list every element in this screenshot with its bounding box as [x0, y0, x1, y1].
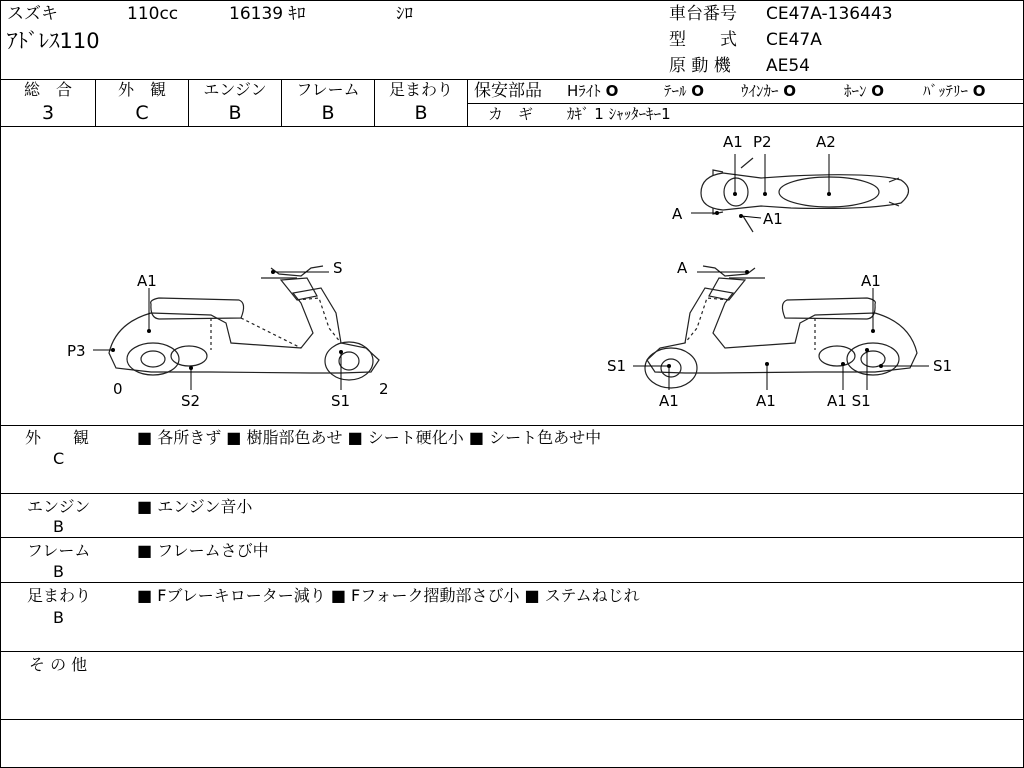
color: ｼﾛ [396, 4, 413, 24]
safety-label: 保安部品 [474, 81, 542, 101]
section-title: 足まわり [27, 586, 92, 605]
overall-label: 総 合 [23, 80, 72, 99]
overall-grade: 3 [41, 102, 55, 124]
label-top-a2: A2 [816, 133, 836, 151]
section-grade: B [53, 562, 64, 581]
section-title: エンジン [27, 497, 91, 516]
engine-value: AE54 [766, 56, 811, 76]
mileage: 16139 ｷﾛ [229, 4, 306, 24]
type-label: 型 式 [669, 30, 737, 50]
label-right-a1: A1 [861, 272, 881, 290]
divider [1, 493, 1023, 494]
divider [468, 103, 1023, 104]
frame-no-label: 車台番号 [669, 4, 737, 24]
damage-diagram [1, 128, 1024, 426]
type-value: CE47A [766, 30, 822, 50]
divider [1, 582, 1023, 583]
label-right-a1s1: A1 S1 [827, 392, 871, 410]
label-left-2: 2 [379, 380, 389, 398]
divider [1, 719, 1023, 720]
label-top-a1b: A1 [763, 210, 783, 228]
label-right-a1-mid: A1 [756, 392, 776, 410]
safety-battery: ﾊﾞｯﾃﾘｰ O [923, 82, 986, 100]
label-left-p3: P3 [67, 342, 86, 360]
section-grade: B [53, 517, 64, 536]
frame-grade-label: フレーム [296, 80, 360, 99]
scooter-top-view [701, 158, 909, 232]
safety-tail: ﾃｰﾙ O [664, 82, 705, 100]
exterior-grade: C [135, 102, 149, 124]
label-top-a1: A1 [723, 133, 743, 151]
label-right-s1b: S1 [933, 357, 953, 375]
safety-winker: ｳｲﾝｶｰ O [741, 82, 797, 100]
maker: スズキ [7, 4, 58, 24]
divider [1, 425, 1023, 426]
label-right-a: A [677, 259, 688, 277]
engine-grade: B [228, 102, 242, 124]
label-top-p2: P2 [753, 133, 772, 151]
safety-headlight: Hﾗｲﾄ O [567, 82, 619, 100]
section-grade: C [53, 449, 65, 468]
label-right-s1a: S1 [607, 357, 627, 375]
key-label: カ ギ [488, 105, 534, 123]
section-grade: B [53, 608, 64, 627]
suspension-grade-label: 足まわり [388, 80, 453, 99]
label-left-a1: A1 [137, 272, 157, 290]
section-remarks: ■ エンジン音小 [137, 497, 253, 516]
divider [1, 126, 1023, 127]
divider [1, 537, 1023, 538]
label-right-a1-front: A1 [659, 392, 679, 410]
key-value: ｶｷﾞ 1 ｼｬｯﾀｰｷｰ1 [567, 105, 671, 123]
label-left-0: 0 [113, 380, 123, 398]
engine-label: 原 動 機 [669, 56, 731, 76]
engine-grade-label: エンジン [203, 80, 267, 99]
displacement: 110cc [127, 4, 179, 24]
section-title: 外 観 [25, 428, 90, 447]
section-remarks: ■ フレームさび中 [137, 541, 269, 560]
section-remarks: ■ 各所きず ■ 樹脂部色あせ ■ シート硬化小 ■ シート色あせ中 [137, 428, 602, 447]
section-remarks: ■ Fブレーキローター減り ■ Fフォーク摺動部さび小 ■ ステムねじれ [137, 586, 640, 605]
suspension-grade: B [414, 102, 428, 124]
exterior-label: 外 観 [117, 80, 166, 99]
section-title: フレーム [27, 541, 91, 560]
divider [1, 651, 1023, 652]
safety-horn: ﾎｰﾝ O [844, 82, 885, 100]
divider [467, 79, 468, 126]
frame-grade: B [321, 102, 335, 124]
label-top-a: A [672, 205, 683, 223]
model-name: ｱﾄﾞﾚｽ110 [7, 29, 100, 53]
label-left-s1: S1 [331, 392, 351, 410]
label-left-s2: S2 [181, 392, 201, 410]
section-title: そ の 他 [29, 655, 88, 674]
frame-no: CE47A-136443 [766, 4, 893, 24]
label-left-s: S [333, 259, 343, 277]
